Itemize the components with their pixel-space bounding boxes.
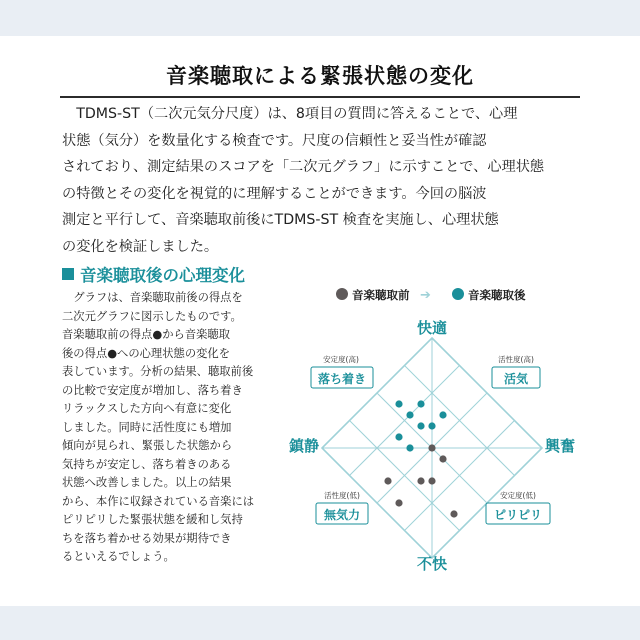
body-paragraph bbox=[62, 289, 274, 567]
body-line: グラフは、音楽聴取前後の得点を bbox=[62, 291, 243, 304]
intro-line: の変化を検証しました。 bbox=[62, 238, 219, 255]
corner-small-label: 安定度(高) bbox=[323, 355, 359, 364]
point-before bbox=[428, 444, 435, 451]
axis-label-left: 鎮静 bbox=[288, 437, 320, 455]
legend-label-after: 音楽聴取後 bbox=[468, 288, 526, 302]
body-line: 状態へ改善しました。以上の結果 bbox=[62, 476, 232, 489]
tdms-chart bbox=[282, 280, 582, 580]
point-before bbox=[439, 455, 446, 462]
body-line: 傾向が見られ、緊張した状態から bbox=[62, 439, 233, 452]
corner-small-label: 安定度(低) bbox=[500, 491, 536, 500]
body-line: から、本作に収録されている音楽には bbox=[62, 494, 255, 508]
body-line: の比較で安定度が増加し、落ち着き bbox=[62, 383, 243, 397]
body-line: ピリピリした緊張状態を緩和し気持 bbox=[62, 513, 243, 526]
point-after bbox=[417, 400, 424, 407]
chart-legend bbox=[336, 288, 526, 303]
point-before bbox=[384, 477, 391, 484]
corner-label-bottom-left bbox=[316, 490, 368, 524]
legend-arrow-icon: ➔ bbox=[420, 288, 431, 303]
title-divider bbox=[60, 96, 580, 98]
intro-line: TDMS-ST（二次元気分尺度）は、8項目の質問に答えることで、心理 bbox=[62, 106, 518, 122]
legend-label-before: 音楽聴取前 bbox=[352, 288, 410, 302]
square-bullet-icon bbox=[62, 268, 74, 280]
point-before bbox=[395, 499, 402, 506]
point-after bbox=[406, 411, 413, 418]
corner-big-label: ピリピリ bbox=[493, 508, 543, 522]
page-title: 音楽聴取による緊張状態の変化 bbox=[166, 64, 474, 88]
body-line: 表しています。分析の結果、聴取前後 bbox=[62, 365, 254, 378]
point-after bbox=[406, 444, 413, 451]
tdms-chart-svg bbox=[282, 280, 582, 580]
axis-label-bottom: 不快 bbox=[416, 555, 448, 573]
corner-big-label: 落ち着き bbox=[317, 372, 367, 386]
point-before bbox=[417, 477, 424, 484]
body-line: るといえるでしょう。 bbox=[62, 550, 175, 563]
corner-big-label: 活気 bbox=[503, 372, 529, 386]
bottom-band bbox=[0, 606, 640, 640]
corner-big-label: 無気力 bbox=[323, 508, 361, 522]
body-line: 音楽聴取前の得点●から音楽聴取 bbox=[62, 328, 231, 341]
axis-label-right: 興奮 bbox=[544, 437, 576, 455]
top-band bbox=[0, 0, 640, 36]
axis-label-top: 快適 bbox=[416, 319, 448, 337]
legend-dot-after bbox=[452, 288, 464, 300]
corner-small-label: 活性度(低) bbox=[324, 491, 360, 500]
body-line: しました。同時に活性度にも増加 bbox=[62, 420, 232, 434]
section-heading-text: 音楽聴取後の心理変化 bbox=[80, 266, 245, 285]
point-after bbox=[417, 422, 424, 429]
point-after bbox=[428, 422, 435, 429]
intro-line: 測定と平行して、音楽聴取前後にTDMS-ST 検査を実施し、心理状態 bbox=[62, 212, 499, 228]
intro-paragraph bbox=[62, 101, 580, 260]
body-line: リラックスした方向へ有意に変化 bbox=[62, 402, 232, 415]
intro-line: の特徴とその変化を視覚的に理解することができます。今回の脳波 bbox=[62, 185, 487, 202]
point-before bbox=[428, 477, 435, 484]
intro-line: されており、測定結果のスコアを「二次元グラフ」に示すことで、心理状態 bbox=[62, 159, 545, 175]
corner-label-top-left bbox=[311, 354, 373, 388]
body-line: ちを落ち着かせる効果が期待でき bbox=[62, 531, 232, 545]
intro-line: 状態（気分）を数量化する検査です。尺度の信頼性と妥当性が確認 bbox=[62, 132, 487, 149]
body-line: 後の得点●への心理状態の変化を bbox=[62, 346, 231, 360]
legend-dot-before bbox=[336, 288, 348, 300]
body-line: 二次元グラフに図示したものです。 bbox=[62, 309, 242, 323]
corner-small-label: 活性度(高) bbox=[498, 355, 534, 364]
point-before bbox=[450, 510, 457, 517]
body-line: 気持ちが安定し、落ち着きのある bbox=[62, 457, 232, 471]
corner-label-top-right bbox=[492, 354, 540, 388]
point-after bbox=[395, 433, 402, 440]
section-heading bbox=[62, 262, 245, 286]
point-after bbox=[439, 411, 446, 418]
point-after bbox=[395, 400, 402, 407]
